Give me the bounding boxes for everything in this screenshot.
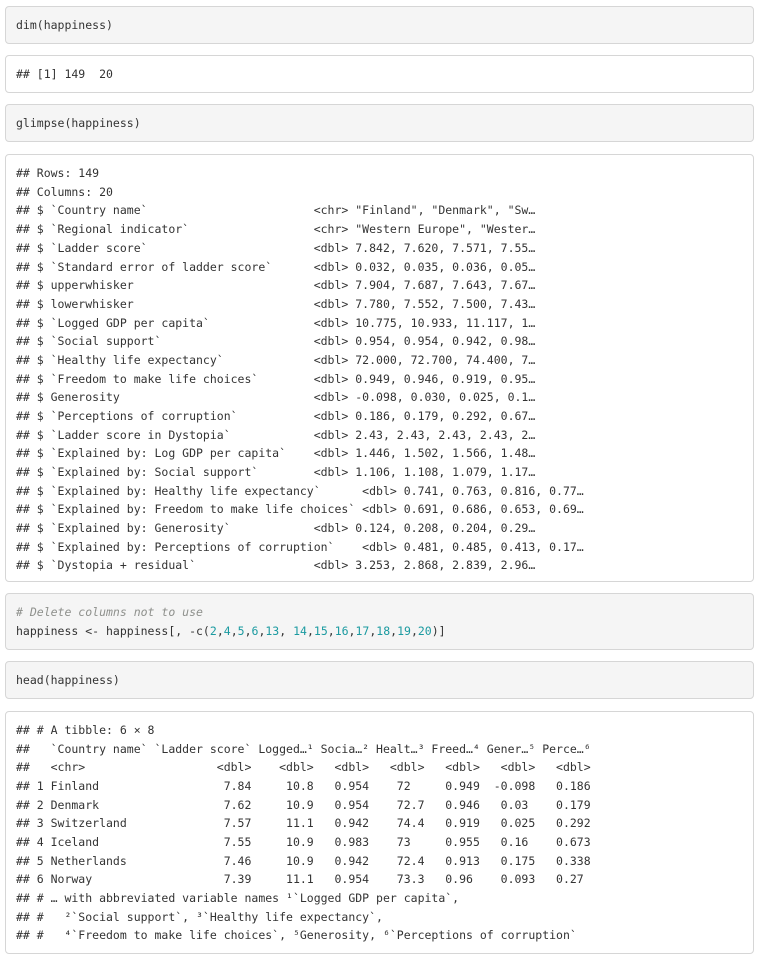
code-line: dim(happiness) [16, 18, 113, 32]
output-line: ## $ `Regional indicator` <chr> "Western Europe", "Wester… [16, 222, 536, 236]
output-chunk-dim [5, 55, 754, 93]
output-chunk-head [5, 711, 754, 954]
numeric-literal: 14 [293, 624, 307, 638]
output-line: ## $ lowerwhisker <dbl> 7.780, 7.552, 7.500, 7.43… [16, 297, 536, 311]
output-line: ## $ upperwhisker <dbl> 7.904, 7.687, 7.643, 7.67… [16, 278, 536, 292]
code-chunk-glimpse [5, 104, 754, 142]
output-line: ## $ `Dystopia + residual` <dbl> 3.253, 2.868, 2.839, 2.96… [16, 558, 536, 572]
numeric-literal: 5 [237, 624, 245, 638]
output-line: ## $ `Country name` <chr> "Finland", "Denmark", "Sw… [16, 203, 536, 217]
output-line: ## Columns: 20 [16, 185, 113, 199]
output-line: ## <chr> <dbl> <dbl> <dbl> <dbl> <dbl> <dbl> <dbl> [16, 760, 591, 774]
output-line: ## # … with abbreviated variable names ¹`Logged GDP per capita`, [16, 891, 460, 905]
code-text: happiness <- happiness[, -c(2,4,5,6,13, 14,15,16,17,18,19,20)] [16, 624, 446, 638]
output-line: ## $ `Ladder score` <dbl> 7.842, 7.620, 7.571, 7.55… [16, 241, 536, 255]
code-chunk-head [5, 661, 754, 699]
numeric-literal: 15 [313, 624, 328, 638]
output-line: ## 4 Iceland 7.55 10.9 0.983 73 0.955 0.16 0.673 [16, 835, 591, 849]
output-line: ## $ `Perceptions of corruption` <dbl> 0.186, 0.179, 0.292, 0.67… [16, 409, 536, 423]
code-line [16, 624, 446, 639]
code-line: head(happiness) [16, 673, 120, 687]
output-line: ## 2 Denmark 7.62 10.9 0.954 72.7 0.946 0.03 0.179 [16, 798, 591, 812]
output-line: ## 6 Norway 7.39 11.1 0.954 73.3 0.96 0.093 0.27 [16, 872, 584, 886]
output-line: ## $ `Explained by: Healthy life expectancy` <dbl> 0.741, 0.763, 0.816, 0.77… [16, 484, 584, 498]
code-comment: # Delete columns not to use [16, 605, 203, 619]
output-line: ## Rows: 149 [16, 166, 100, 180]
output-line: ## $ `Ladder score in Dystopia` <dbl> 2.43, 2.43, 2.43, 2.43, 2… [16, 428, 536, 442]
output-line: ## $ `Healthy life expectancy` <dbl> 72.000, 72.700, 74.400, 7… [16, 353, 536, 367]
numeric-literal: 20 [417, 624, 432, 638]
numeric-literal: 16 [334, 624, 349, 638]
output-line: ## 5 Netherlands 7.46 10.9 0.942 72.4 0.913 0.175 0.338 [16, 854, 591, 868]
numeric-literal: 17 [355, 624, 370, 638]
numeric-literal: 2 [209, 624, 217, 638]
output-line: ## $ `Logged GDP per capita` <dbl> 10.775, 10.933, 11.117, 1… [16, 316, 536, 330]
code-chunk-dim [5, 6, 754, 44]
output-line: ## $ Generosity <dbl> -0.098, 0.030, 0.025, 0.1… [16, 390, 536, 404]
output-line: ## # ²`Social support`, ³`Healthy life expectancy`, [16, 910, 383, 924]
numeric-literal: 6 [251, 624, 259, 638]
output-line: ## $ `Explained by: Perceptions of corruption` <dbl> 0.481, 0.485, 0.413, 0.17… [16, 540, 584, 554]
code-chunk-delete-columns [5, 593, 754, 650]
output-line: ## $ `Explained by: Social support` <dbl> 1.106, 1.108, 1.079, 1.17… [16, 465, 536, 479]
output-line: ## 3 Switzerland 7.57 11.1 0.942 74.4 0.919 0.025 0.292 [16, 816, 591, 830]
output-line: ## $ `Social support` <dbl> 0.954, 0.954, 0.942, 0.98… [16, 334, 536, 348]
output-line: ## $ `Standard error of ladder score` <dbl> 0.032, 0.035, 0.036, 0.05… [16, 260, 536, 274]
output-line: ## 1 Finland 7.84 10.8 0.954 72 0.949 -0.098 0.186 [16, 779, 591, 793]
numeric-literal: 19 [397, 624, 411, 638]
code-line: glimpse(happiness) [16, 116, 141, 130]
output-line: ## # ⁴`Freedom to make life choices`, ⁵Generosity, ⁶`Perceptions of corruption` [16, 928, 577, 942]
output-line: ## $ `Explained by: Generosity` <dbl> 0.124, 0.208, 0.204, 0.29… [16, 521, 536, 535]
output-chunk-glimpse [5, 154, 754, 582]
numeric-literal: 13 [265, 624, 280, 638]
numeric-literal: 18 [376, 624, 391, 638]
output-line: ## $ `Explained by: Log GDP per capita` <dbl> 1.446, 1.502, 1.566, 1.48… [16, 446, 536, 460]
output-line: ## $ `Freedom to make life choices` <dbl> 0.949, 0.946, 0.919, 0.95… [16, 372, 536, 386]
output-line: ## `Country name` `Ladder score` Logged…¹ Socia…² Healt…³ Freed…⁴ Gener…⁵ Perce…⁶ [16, 742, 591, 756]
numeric-literal: 4 [223, 624, 231, 638]
output-line: ## # A tibble: 6 × 8 [16, 723, 155, 737]
output-line: ## $ `Explained by: Freedom to make life choices` <dbl> 0.691, 0.686, 0.653, 0.69… [16, 502, 584, 516]
output-line: ## [1] 149 20 [16, 67, 113, 81]
